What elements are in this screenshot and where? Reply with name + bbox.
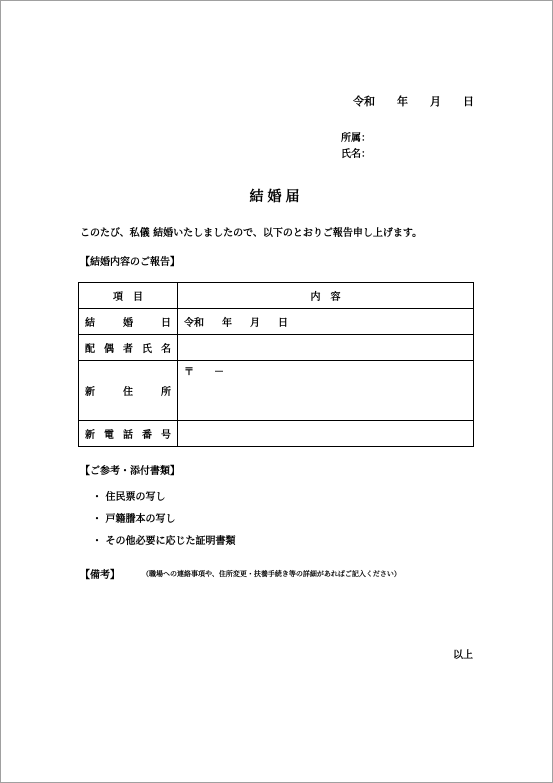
label-char: 結 (85, 318, 95, 329)
section-heading-report: 【結婚内容のご報告】 (80, 257, 180, 268)
label-char: 号 (161, 430, 171, 441)
closing-text: 以上 (453, 650, 473, 661)
new-address-field[interactable] (178, 361, 474, 421)
label-char: 電 (104, 430, 114, 441)
attachment-item: ・ 住民票の写し (92, 492, 166, 503)
label-char: 新 (85, 430, 95, 441)
section-heading-attachments: 【ご参考・添付書類】 (80, 466, 180, 477)
row-label-marriage-date (79, 309, 178, 335)
attachment-item: ・ その他必要に応じた証明書類 (92, 536, 236, 547)
table-row (79, 361, 474, 421)
table-row (79, 335, 474, 361)
submission-date (353, 93, 474, 109)
table-row (79, 309, 474, 335)
field-year-unit: 年 (222, 318, 232, 329)
label-char: 新 (85, 387, 95, 398)
date-day-unit: 日 (463, 95, 474, 108)
label-char: 婚 (123, 318, 133, 329)
label-char: 者 (123, 344, 133, 355)
label-char: 偶 (104, 344, 114, 355)
label-char: 配 (85, 344, 95, 355)
header-item: 項 目 (79, 283, 178, 309)
label-char: 名 (161, 344, 171, 355)
label-char: 話 (123, 430, 133, 441)
name-label: 氏名： (341, 149, 371, 160)
marriage-date-field[interactable] (178, 309, 474, 335)
affiliation-label: 所属： (341, 133, 371, 144)
postal-dash: － (214, 367, 224, 378)
row-label-new-address (79, 361, 178, 421)
row-label-spouse-name (79, 335, 178, 361)
postal-mark: 〒 (184, 367, 194, 378)
date-era: 令和 (353, 95, 375, 108)
label-char: 住 (123, 387, 133, 398)
attachment-item: ・ 戸籍謄本の写し (92, 514, 176, 525)
label-char: 所 (161, 387, 171, 398)
field-month-unit: 月 (250, 318, 260, 329)
field-day-unit: 日 (278, 318, 288, 329)
intro-text: このたび、私儀 結婚いたしましたので、以下のとおりご報告申し上げます。 (80, 228, 423, 239)
new-phone-field[interactable] (178, 421, 474, 447)
table-header-row (79, 283, 474, 309)
remarks-note: （職場への連絡事項や、住所変更・扶養手続き等の詳細があればご記入ください） (142, 570, 401, 578)
remarks-label: 【備考】 (80, 570, 120, 581)
table-row (79, 421, 474, 447)
header-content: 内 容 (178, 283, 474, 309)
marriage-report-table (78, 282, 474, 447)
spouse-name-field[interactable] (178, 335, 474, 361)
label-char: 氏 (142, 344, 152, 355)
label-char: 日 (161, 318, 171, 329)
date-year-unit: 年 (397, 95, 408, 108)
field-era: 令和 (184, 318, 204, 329)
document-title: 結婚届 (249, 189, 304, 205)
date-month-unit: 月 (430, 95, 441, 108)
label-char: 番 (142, 430, 152, 441)
row-label-new-phone (79, 421, 178, 447)
